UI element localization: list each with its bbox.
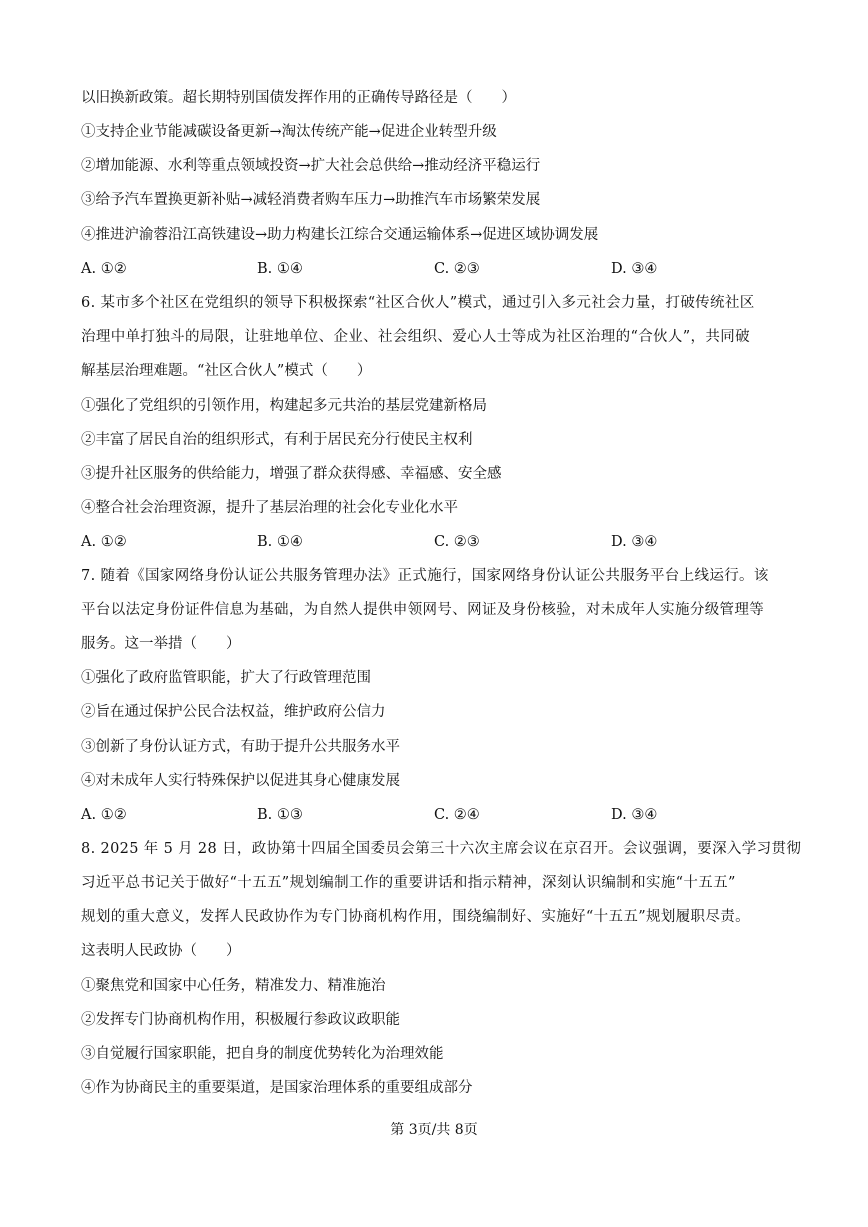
statement-1: ①支持企业节能减碳设备更新→淘汰传统产能→促进企业转型升级: [81, 124, 497, 140]
q8-stem-line-1: 8. 2025 年 5 月 28 日，政协第十四届全国委员会第三十六次主席会议在京召开。会议强调，要深入学习贯彻: [81, 841, 802, 857]
q7-stem-line-2: 平台以法定身份证件信息为基础，为自然人提供申领网号、网证及身份核验，对未成年人实施分级管理等: [81, 602, 765, 618]
q6-option-b[interactable]: B. ①④: [257, 534, 303, 550]
q6-option-d[interactable]: D. ③④: [611, 534, 658, 550]
q8-statement-4: ④作为协商民主的重要渠道，是国家治理体系的重要组成部分: [81, 1080, 473, 1096]
question-stem-tail: 以旧换新政策。超长期特别国债发挥作用的正确传导路径是（ ）: [81, 90, 516, 106]
q8-statement-3: ③自觉履行国家职能，把自身的制度优势转化为治理效能: [81, 1046, 444, 1062]
q6-answer-options: [81, 532, 793, 552]
q6-statement-4: ④整合社会治理资源，提升了基层治理的社会化专业化水平: [81, 500, 458, 516]
q6-statement-3: ③提升社区服务的供给能力，增强了群众获得感、幸福感、安全感: [81, 466, 502, 482]
q7-option-a[interactable]: A. ①②: [81, 807, 127, 823]
q7-stem-line-1: 7. 随着《国家网络身份认证公共服务管理办法》正式施行，国家网络身份认证公共服务平台上线运行。该: [81, 568, 769, 584]
q8-statement-2: ②发挥专门协商机构作用，积极履行参政议政职能: [81, 1012, 400, 1028]
q6-statement-2: ②丰富了居民自治的组织形式，有利于居民充分行使民主权利: [81, 432, 473, 448]
q7-option-d[interactable]: D. ③④: [611, 807, 658, 823]
q6-statement-1: ①强化了党组织的引领作用，构建起多元共治的基层党建新格局: [81, 398, 487, 414]
q6-option-a[interactable]: A. ①②: [81, 534, 127, 550]
statement-3: ③给予汽车置换更新补贴→减轻消费者购车压力→助推汽车市场繁荣发展: [81, 192, 541, 208]
q6-stem-line-1: 6. 某市多个社区在党组织的领导下积极探索“社区合伙人”模式，通过引入多元社会力量，打破传统社区: [81, 295, 755, 311]
q7-statement-2: ②旨在通过保护公民合法权益，维护政府公信力: [81, 704, 386, 720]
q7-stem-line-3: 服务。这一举措（ ）: [81, 636, 241, 652]
q8-stem-line-2: 习近平总书记关于做好“十五五”规划编制工作的重要讲话和指示精神，深刻认识编制和实施“十五五”: [81, 875, 736, 891]
statement-4: ④推进沪渝蓉沿江高铁建设→助力构建长江综合交通运输体系→促进区域协调发展: [81, 227, 599, 243]
q7-answer-options: [81, 805, 793, 825]
q6-stem-line-2: 治理中单打独斗的局限，让驻地单位、企业、社会组织、爱心人士等成为社区治理的“合伙人”，共同破: [81, 329, 750, 345]
option-a[interactable]: A. ①②: [81, 261, 127, 277]
q8-statement-1: ①聚焦党和国家中心任务，精准发力、精准施治: [81, 978, 386, 994]
q8-stem-line-3: 规划的重大意义，发挥人民政协作为专门协商机构作用，围绕编制好、实施好“十五五”规划履职尽责。: [81, 909, 750, 925]
option-d[interactable]: D. ③④: [611, 261, 658, 277]
statement-2: ②增加能源、水利等重点领域投资→扩大社会总供给→推动经济平稳运行: [81, 158, 541, 174]
answer-options: [81, 259, 793, 279]
q7-statement-1: ①强化了政府监管职能，扩大了行政管理范围: [81, 670, 371, 686]
q6-stem-line-3: 解基层治理难题。“社区合伙人”模式（ ）: [81, 363, 372, 379]
option-c[interactable]: C. ②③: [434, 261, 480, 277]
q7-option-c[interactable]: C. ②④: [434, 807, 480, 823]
page-number: 第 3页/共 8页: [390, 1122, 478, 1138]
q7-statement-4: ④对未成年人实行特殊保护以促进其身心健康发展: [81, 773, 400, 789]
q7-statement-3: ③创新了身份认证方式，有助于提升公共服务水平: [81, 739, 400, 755]
q6-option-c[interactable]: C. ②③: [434, 534, 480, 550]
option-b[interactable]: B. ①④: [257, 261, 303, 277]
q8-stem-line-4: 这表明人民政协（ ）: [81, 943, 241, 959]
q7-option-b[interactable]: B. ①③: [257, 807, 303, 823]
